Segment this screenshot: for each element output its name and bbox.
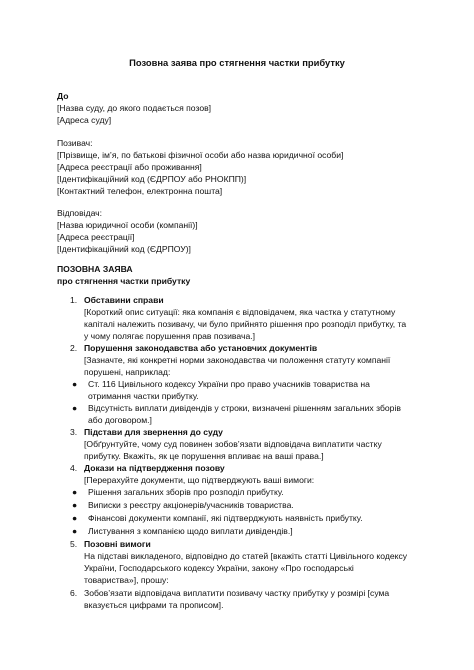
item-title: Обставини справи xyxy=(84,295,164,305)
bullet-dot: ● xyxy=(72,487,78,497)
item-title: Порушення законодавства або установчих документів xyxy=(84,343,318,353)
plaintiff-label: Позивач: xyxy=(57,138,93,148)
plaintiff-id: [Ідентифікаційний код (ЄДРПОУ або РНОКПП)] xyxy=(57,174,247,184)
bullet-dot: ● xyxy=(72,379,78,389)
item-line: України, Господарського кодексу України, закону «Про господарські xyxy=(84,563,354,573)
court-address: [Адреса суду] xyxy=(57,115,112,125)
bullet-dot: ● xyxy=(72,403,78,413)
item-line: вказується цифрами та прописом]. xyxy=(84,600,224,610)
bullet-line: або договором.] xyxy=(88,415,152,425)
item-line: Зобов’язати відповідача виплатити позивачу частку прибутку у розмірі [сума xyxy=(84,588,390,598)
item-number: 2. xyxy=(70,343,78,353)
plaintiff-contact: [Контактний телефон, електронна пошта] xyxy=(57,186,223,196)
item-title: Позовні вимоги xyxy=(84,539,151,549)
bullet-dot: ● xyxy=(72,513,78,523)
item-number: 5. xyxy=(70,539,78,549)
item-number: 4. xyxy=(70,463,78,473)
item-line: [Обґрунтуйте, чому суд повинен зобов’язати відповідача виплатити частку xyxy=(84,439,382,449)
item-line: порушені, наприклад: xyxy=(84,367,171,377)
defendant-name: [Назва юридичної особи (компанії)] xyxy=(57,220,198,230)
plaintiff-address: [Адреса реєстрації або проживання] xyxy=(57,162,202,172)
defendant-address: [Адреса реєстрації] xyxy=(57,232,135,242)
bullet-line: Ст. 116 Цивільного кодексу України про право учасників товариства на xyxy=(88,379,370,389)
defendant-id: [Ідентифікаційний код (ЄДРПОУ)] xyxy=(57,244,191,254)
item-line: у чому полягає порушення прав позивача.] xyxy=(84,331,255,341)
item-title: Підстави для звернення до суду xyxy=(84,427,223,437)
heading-title: ПОЗОВНА ЗАЯВА xyxy=(57,264,133,274)
heading-subtitle: про стягнення частки прибутку xyxy=(57,276,191,286)
court-name: [Назва суду, до якого подається позов] xyxy=(57,103,212,113)
bullet-dot: ● xyxy=(72,500,78,510)
bullet-line: Листування з компанією щодо виплати дивідендів.] xyxy=(88,526,293,536)
item-line: прибутку. Вкажіть, як це порушення впливає на ваші права.] xyxy=(84,451,324,461)
court-label: До xyxy=(57,91,69,101)
bullet-line: Виписки з реєстру акціонерів/учасників товариства. xyxy=(88,500,294,510)
document-title: Позовна заява про стягнення частки прибутку xyxy=(129,57,345,68)
item-line: На підставі викладеного, відповідно до статей [вкажіть статті Цивільного кодексу xyxy=(84,551,408,561)
item-title: Докази на підтвердження позову xyxy=(84,463,225,473)
item-line: капіталі належить позивачу, чи було прийнято рішення про розподіл прибутку, та xyxy=(84,319,407,329)
item-line: [Зазначте, які конкретні норми законодавства чи положення статуту компанії xyxy=(84,355,391,365)
defendant-label: Відповідач: xyxy=(57,208,103,218)
item-number: 3. xyxy=(70,427,78,437)
bullet-line: Відсутність виплати дивідендів у строки, визначені рішенням загальних зборів xyxy=(88,403,401,413)
item-line: товариства»], прошу: xyxy=(84,575,169,585)
bullet-line: Рішення загальних зборів про розподіл прибутку. xyxy=(88,487,284,497)
item-number: 6. xyxy=(70,588,78,598)
item-line: [Короткий опис ситуації: яка компанія є відповідачем, яка частка у статутному xyxy=(84,307,396,317)
item-number: 1. xyxy=(70,295,78,305)
bullet-line: отримання частки прибутку. xyxy=(88,391,199,401)
bullet-dot: ● xyxy=(72,526,78,536)
bullet-line: Фінансові документи компанії, які підтверджують наявність прибутку. xyxy=(88,513,363,523)
item-line: [Перерахуйте документи, що підтверджують ваші вимоги: xyxy=(84,475,315,485)
plaintiff-name: [Прізвище, ім’я, по батькові фізичної особи або назва юридичної особи] xyxy=(57,150,344,160)
